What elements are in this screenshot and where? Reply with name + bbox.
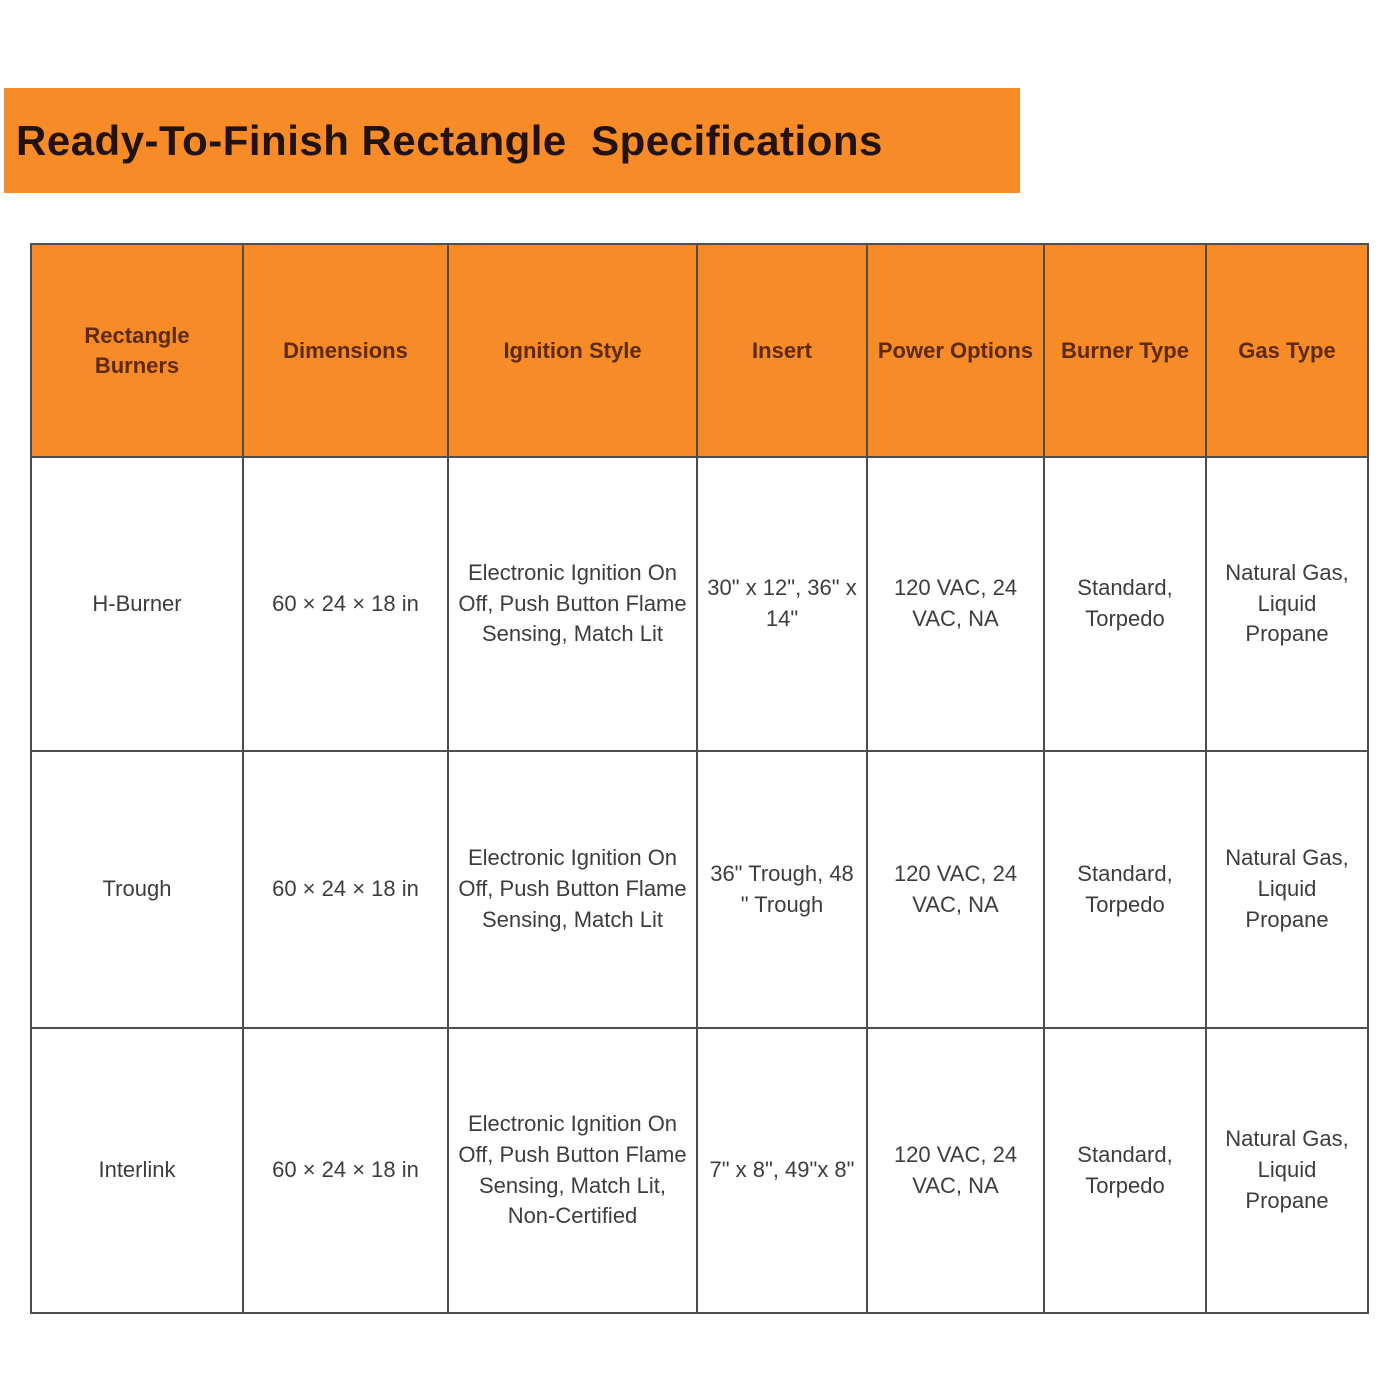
cell-burner-type: Standard, Torpedo (1044, 457, 1206, 751)
cell-dimensions: 60 × 24 × 18 in (243, 1028, 448, 1313)
cell-burner-type: Standard, Torpedo (1044, 751, 1206, 1028)
cell-dimensions: 60 × 24 × 18 in (243, 457, 448, 751)
cell-power-options: 120 VAC, 24 VAC, NA (867, 1028, 1044, 1313)
cell-burner-name: Interlink (31, 1028, 243, 1313)
page-title: Ready-To-Finish Rectangle Specifications (16, 116, 883, 164)
col-header-ignition-style: Ignition Style (448, 244, 697, 457)
cell-insert: 7" x 8", 49"x 8" (697, 1028, 867, 1313)
table-row-trough (31, 751, 1368, 1028)
col-header-power-options: Power Options (867, 244, 1044, 457)
col-header-dimensions: Dimensions (243, 244, 448, 457)
header-row (31, 244, 1368, 457)
col-header-burner-type: Burner Type (1044, 244, 1206, 457)
cell-ignition-style: Electronic Ignition On Off, Push Button Flame Sensing, Match Lit, Non-Certified (448, 1028, 697, 1313)
col-header-insert: Insert (697, 244, 867, 457)
title-banner (4, 88, 1020, 193)
cell-insert: 30" x 12", 36" x 14" (697, 457, 867, 751)
cell-gas-type: Natural Gas, Liquid Propane (1206, 1028, 1368, 1313)
table-row-h-burner (31, 457, 1368, 751)
cell-ignition-style: Electronic Ignition On Off, Push Button Flame Sensing, Match Lit (448, 751, 697, 1028)
cell-burner-name: Trough (31, 751, 243, 1028)
cell-insert: 36" Trough, 48 " Trough (697, 751, 867, 1028)
cell-power-options: 120 VAC, 24 VAC, NA (867, 457, 1044, 751)
cell-power-options: 120 VAC, 24 VAC, NA (867, 751, 1044, 1028)
cell-ignition-style: Electronic Ignition On Off, Push Button Flame Sensing, Match Lit (448, 457, 697, 751)
cell-gas-type: Natural Gas, Liquid Propane (1206, 751, 1368, 1028)
cell-gas-type: Natural Gas, Liquid Propane (1206, 457, 1368, 751)
col-header-gas-type: Gas Type (1206, 244, 1368, 457)
cell-burner-type: Standard, Torpedo (1044, 1028, 1206, 1313)
specifications-table (30, 243, 1369, 1314)
col-header-rectangle-burners: Rectangle Burners (31, 244, 243, 457)
cell-burner-name: H-Burner (31, 457, 243, 751)
table-row-interlink (31, 1028, 1368, 1313)
cell-dimensions: 60 × 24 × 18 in (243, 751, 448, 1028)
